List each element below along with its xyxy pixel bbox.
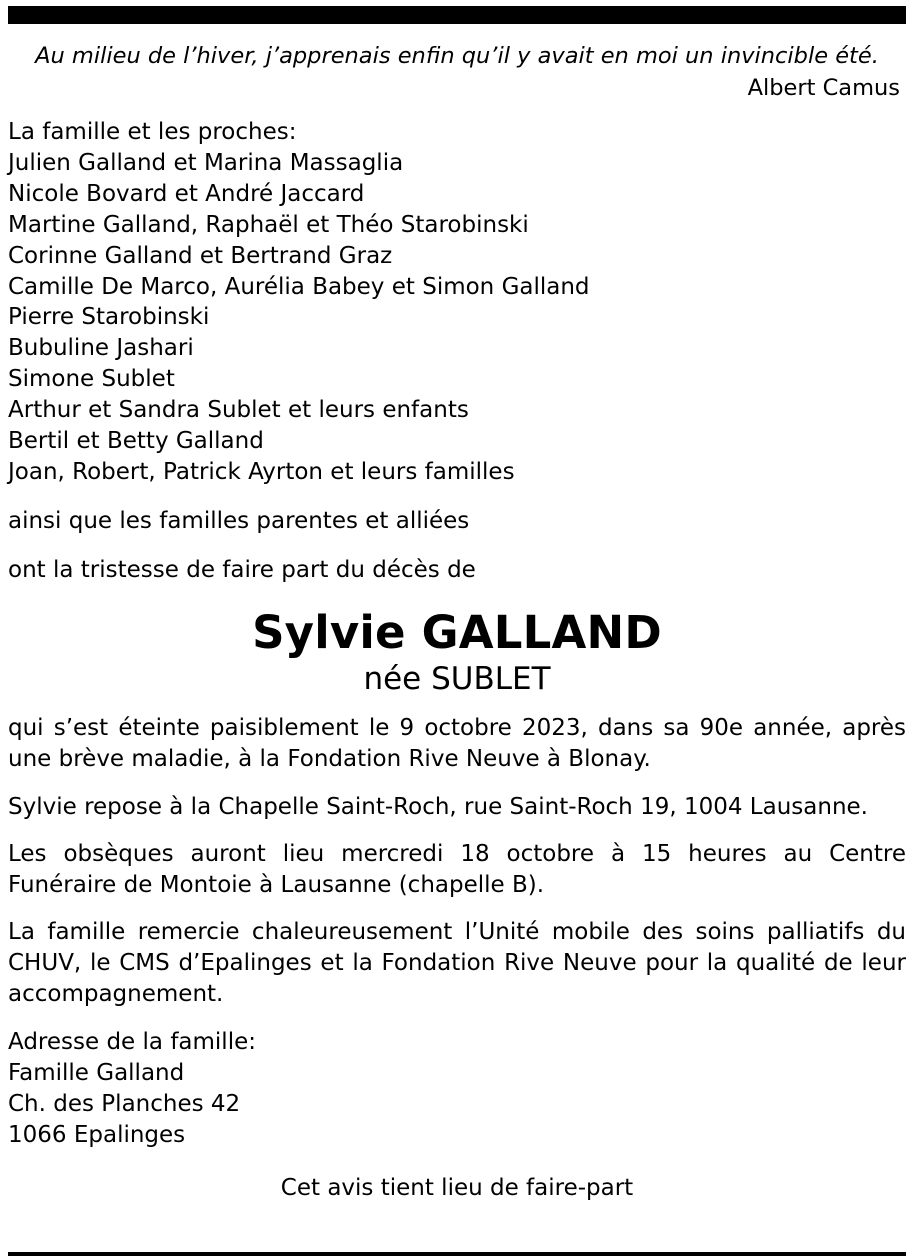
family-member: Arthur et Sandra Sublet et leurs enfants (8, 397, 469, 424)
address-line: Famille Galland (8, 1060, 185, 1087)
bottom-rule (8, 1252, 906, 1256)
thanks-paragraph: La famille remercie chaleureusement l’Unité mobile des soins palliatifs du CHUV, le CMS d’Epalinges et la Fondation Rive Neuve pour la qualité de leur accompagnement. (8, 919, 906, 1007)
resting-paragraph: Sylvie repose à la Chapelle Saint-Roch, rue Saint-Roch 19, 1004 Lausanne. (8, 793, 868, 820)
family-member: Bubuline Jashari (8, 335, 194, 362)
address-line: Ch. des Planches 42 (8, 1090, 241, 1117)
quote-author: Albert Camus (747, 74, 900, 101)
passing-paragraph: qui s’est éteinte paisiblement le 9 octobre 2023, dans sa 90e année, après une brève maladie, à la Fondation Rive Neuve à Blonay. (8, 715, 906, 773)
allied-families: ainsi que les familles parentes et alliées (8, 508, 470, 534)
top-rule (8, 6, 906, 24)
family-member: Joan, Robert, Patrick Ayrton et leurs familles (8, 459, 515, 486)
family-member: Bertil et Betty Galland (8, 428, 264, 455)
family-member: Julien Galland et Marina Massaglia (8, 149, 404, 176)
deceased-name: Sylvie GALLAND (252, 606, 662, 660)
address-heading: Adresse de la famille: (8, 1029, 256, 1056)
family-member: Camille De Marco, Aurélia Babey et Simon Galland (8, 273, 590, 300)
family-member: Simone Sublet (8, 366, 175, 393)
footer-note: Cet avis tient lieu de faire-part (280, 1174, 634, 1201)
family-block (8, 117, 906, 488)
family-member: Nicole Bovard et André Jaccard (8, 180, 365, 207)
family-member: Pierre Starobinski (8, 304, 210, 331)
spacer (8, 1201, 906, 1234)
address-line: 1066 Epalinges (8, 1121, 186, 1148)
family-member: Corinne Galland et Bertrand Graz (8, 242, 393, 269)
quote-text: Au milieu de l’hiver, j’apprenais enfin qu’il y avait en moi un invincible été. (35, 43, 879, 69)
announcement-line: ont la tristesse de faire part du décès de (8, 556, 476, 583)
family-heading: La famille et les proches: (8, 118, 297, 145)
deceased-maiden-name: née SUBLET (363, 660, 551, 697)
address-block (8, 1027, 906, 1151)
funeral-paragraph: Les obsèques auront lieu mercredi 18 octobre à 15 heures au Centre Funéraire de Montoie à Lausanne (chapelle B). (8, 841, 906, 898)
family-member: Martine Galland, Raphaël et Théo Starobinski (8, 211, 529, 238)
